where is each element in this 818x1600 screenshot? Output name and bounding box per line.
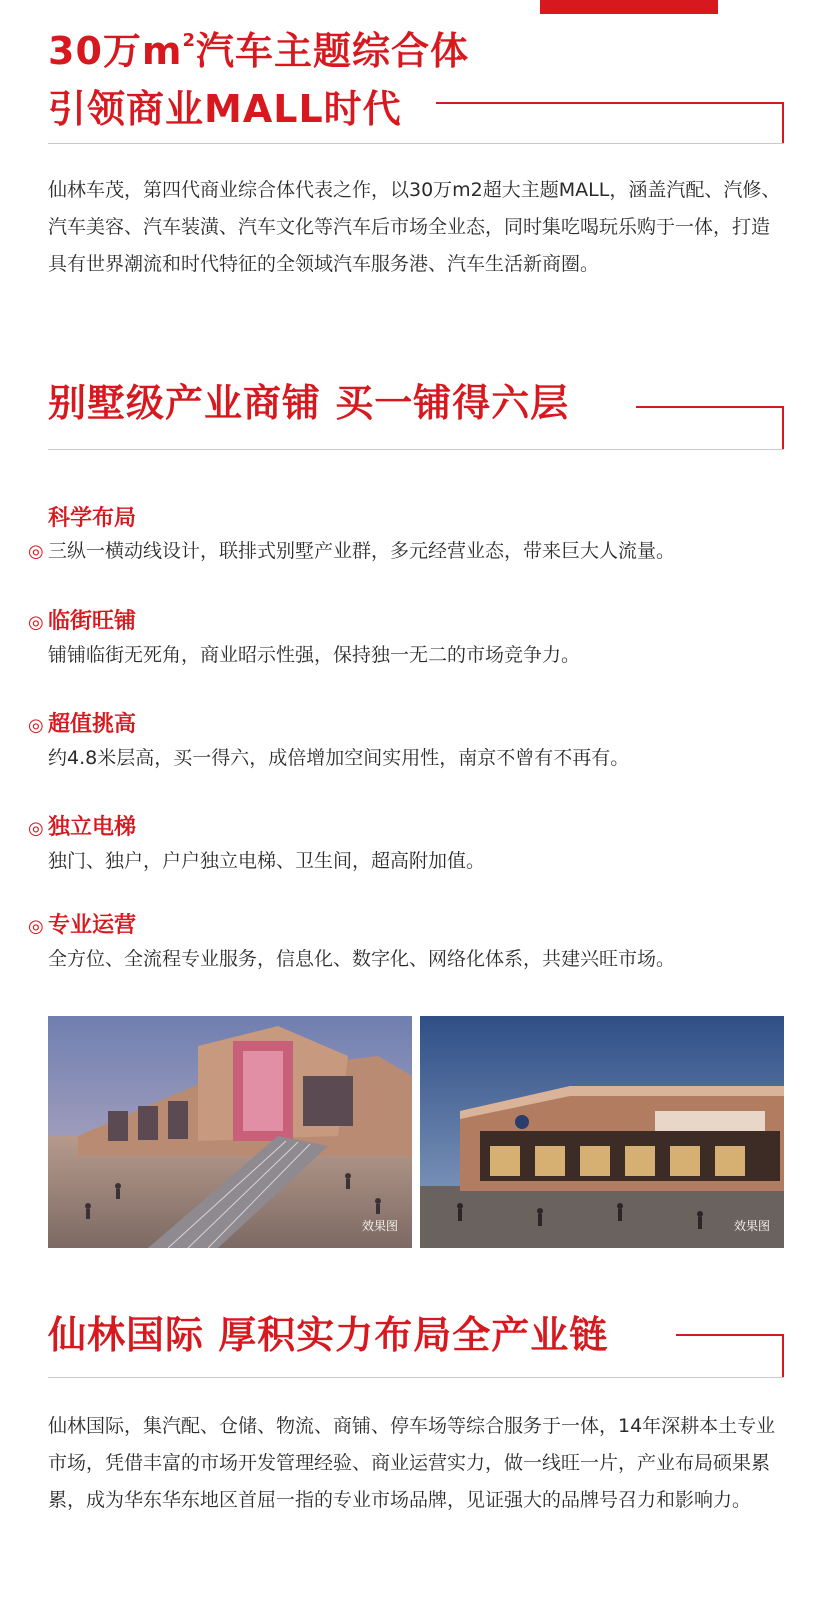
section1-bracket-top	[436, 102, 784, 104]
section3-paragraph: 仙林国际，集汽配、仓储、物流、商铺、停车场等综合服务于一体，14年深耕本土专业市场，凭借丰富的市场开发管理经验、商业运营实力，做一线旺一片，产业布局硕果累累，成为华东华东地区首屈一指的专业市场品牌，见证强大的品牌号召力和影响力。	[48, 1415, 776, 1511]
section1-bracket-side	[782, 102, 784, 144]
image-caption: 效果图	[733, 1219, 770, 1233]
section2-bracket-top	[636, 406, 784, 408]
section1-paragraph: 仙林车茂，第四代商业综合体代表之作，以30万m2超大主题MALL，涵盖汽配、汽修、汽车美容、汽车装潢、汽车文化等汽车后市场全业态，同时集吃喝玩乐购于一体，打造具有世界潮流和时代特征的全领域汽车服务港、汽车生活新商圈。	[48, 179, 781, 275]
section1-underline	[48, 143, 784, 144]
bullet-icon: ◎	[28, 541, 44, 562]
section3-bracket-top	[676, 1334, 784, 1336]
feature-desc-height: 约4.8米层高，买一得六，成倍增加空间实用性，南京不曾有不再有。	[48, 747, 630, 769]
feature-title-elevator: ◎ 独立电梯	[28, 813, 136, 844]
feature-desc-layout: ◎ 三纵一横动线设计，联排式别墅产业群，多元经营业态，带来巨大人流量。	[28, 536, 675, 567]
bullet-icon: ◎	[28, 715, 44, 736]
section2-title: 别墅级产业商铺 买一铺得六层	[48, 381, 570, 425]
section1-title-line1: 30万$m^2$汽车主题综合体	[48, 29, 470, 73]
section2-bracket-side	[782, 406, 784, 450]
bullet-icon: ◎	[28, 612, 44, 633]
image-caption: 效果图	[361, 1219, 398, 1233]
section3-bracket-side	[782, 1334, 784, 1378]
feature-desc-elevator: 独门、独户，户户独立电梯、卫生间，超高附加值。	[48, 850, 486, 872]
feature-desc-operation: 全方位、全流程专业服务，信息化、数字化、网络化体系，共建兴旺市场。	[48, 948, 676, 970]
top-accent-bar	[540, 0, 718, 14]
bullet-icon: ◎	[28, 818, 44, 839]
feature-title-height: ◎ 超值挑高	[28, 710, 136, 741]
rendering-image-plaza	[48, 1016, 412, 1248]
feature-title-operation: ◎ 专业运营	[28, 911, 136, 942]
feature-desc-street: 铺铺临街无死角，商业昭示性强，保持独一无二的市场竞争力。	[48, 644, 581, 666]
section1-title-line2: 引领商业MALL时代	[48, 87, 402, 131]
section3-underline	[48, 1377, 784, 1378]
feature-title-street: ◎ 临街旺铺	[28, 607, 136, 638]
rendering-image-storefront	[420, 1016, 784, 1248]
section3-title: 仙林国际 厚积实力布局全产业链	[48, 1313, 609, 1357]
section2-underline	[48, 449, 784, 450]
feature-title-layout: 科学布局	[48, 506, 137, 531]
bullet-icon: ◎	[28, 916, 44, 937]
